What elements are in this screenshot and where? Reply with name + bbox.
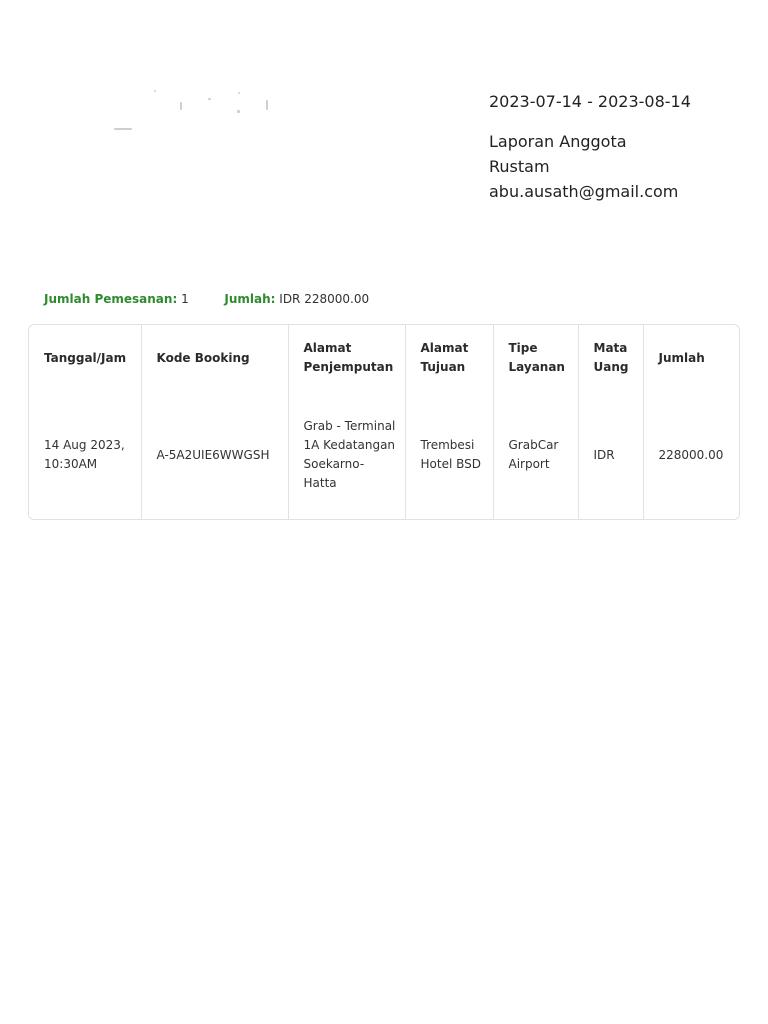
total-amount-value: IDR 228000.00	[279, 292, 370, 306]
cell-booking-code: A-5A2UIE6WWGSH	[141, 391, 288, 519]
bookings-count-value: 1	[181, 292, 189, 306]
column-header-datetime: Tanggal/Jam	[44, 350, 127, 365]
column-header-pickup: Alamat Penjemputan	[288, 325, 405, 391]
booking-summary	[44, 290, 369, 308]
cell-pickup: Grab - Terminal 1A Kedatangan Soekarno-Hatta	[288, 391, 405, 519]
cell-amount: 228000.00	[643, 391, 739, 519]
column-header-booking-code: Kode Booking	[141, 325, 288, 391]
report-period: 2023-07-14 - 2023-08-14	[489, 92, 691, 111]
bookings-count-label: Jumlah Pemesanan:	[44, 292, 178, 306]
cell-service-type: GrabCar Airport	[493, 391, 578, 519]
column-header-destination: Alamat Tujuan	[405, 325, 493, 391]
cell-destination: Trembesi Hotel BSD	[405, 391, 493, 519]
member-name: Rustam	[489, 157, 550, 176]
cell-currency: IDR	[578, 391, 643, 519]
report-title: Laporan Anggota	[489, 132, 627, 151]
cell-datetime: 14 Aug 2023, 10:30AM	[44, 438, 125, 471]
column-header-currency: Mata Uang	[578, 325, 643, 391]
member-email: abu.ausath@gmail.com	[489, 182, 679, 201]
bookings-table	[28, 324, 740, 520]
company-logo	[110, 86, 280, 136]
column-header-service-type: Tipe Layanan	[493, 325, 578, 391]
report-header	[489, 90, 749, 204]
table-header-row	[29, 325, 739, 391]
table-row	[29, 391, 739, 519]
column-header-amount: Jumlah	[643, 325, 739, 391]
total-amount-label: Jumlah:	[224, 292, 276, 306]
